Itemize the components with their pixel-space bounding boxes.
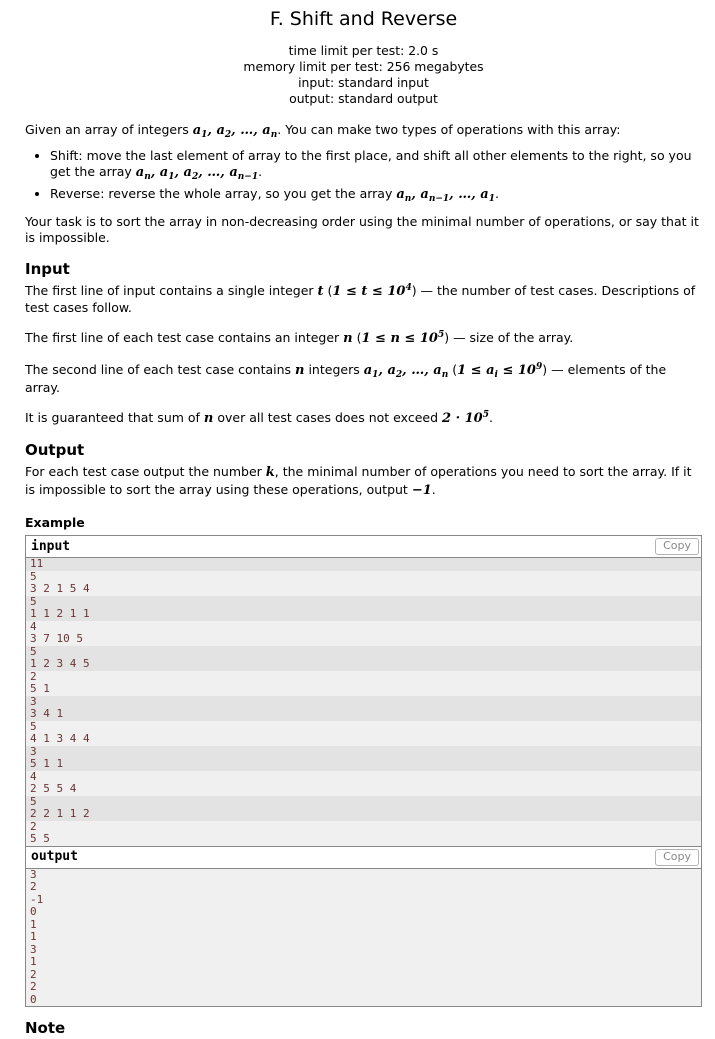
example-line: 2 2 1 1 2: [26, 808, 701, 821]
example-line: 1: [26, 919, 701, 932]
math-expression: $a_n$, $a_1$, $a_2$, …, $a_{n-1}$: [135, 165, 259, 183]
example-line: 3: [26, 869, 701, 882]
example-line: 4 1 3 4 4: [26, 733, 701, 746]
sample-test: [25, 535, 702, 1007]
math-expression: $1 \le t \le 10^4$: [332, 282, 412, 299]
math-expression: $a_1$, $a_2$, …, $a_n$: [363, 362, 449, 380]
task-paragraph: Your task is to sort the array in non-decreasing order using the minimal number of operations, or say that it is impossible.: [25, 213, 699, 245]
example-line: 5 5: [26, 833, 701, 846]
example-line: 5: [26, 596, 701, 609]
input-copy-button[interactable]: Copy: [655, 538, 699, 555]
example-line: 5: [26, 571, 701, 584]
page-title: F. Shift and Reverse: [269, 8, 458, 30]
example-line: 2 5 5 4: [26, 783, 701, 796]
example-line: 2: [26, 981, 701, 994]
input-paragraph-3: The second line of each test case contains n integers $a_1$, $a_2$, …, $a_n$ $(1 \le a_i \le 10^9)$ — elements of the array.: [25, 361, 667, 395]
math-expression: n: [295, 362, 305, 378]
example-line: -1: [26, 894, 701, 907]
example-line: 3: [26, 696, 701, 709]
problem-statement: [25, 8, 702, 1037]
input-paragraph-4: It is guaranteed that sum of n over all test cases does not exceed $2 \cdot 10^5$.: [25, 409, 493, 426]
example-line: 1 2 3 4 5: [26, 658, 701, 671]
sample-input-header: [26, 536, 701, 558]
example-line: 3: [26, 746, 701, 759]
output-copy-button[interactable]: Copy: [655, 849, 699, 866]
math-expression: $2 \cdot 10^5$: [442, 409, 489, 426]
example-line: 5 1 1: [26, 758, 701, 771]
math-expression: $a_n$, $a_{n-1}$, …, $a_1$: [396, 187, 495, 205]
problem-header: [25, 8, 702, 107]
reverse-operation-item: • Reverse: reverse the whole array, so you get the array $a_n$, $a_{n-1}$, …, $a_1$.: [50, 186, 702, 204]
example-line: 3 7 10 5: [26, 633, 701, 646]
example-line: 2: [26, 881, 701, 894]
example-line: 5: [26, 721, 701, 734]
input-paragraph-2: The first line of each test case contains an integer n $(1 \le n \le 10^5)$ — size of the array.: [25, 330, 574, 347]
input-section-title: Input: [25, 259, 70, 278]
example-line: 1: [26, 931, 701, 944]
example-line: 3: [26, 944, 701, 957]
math-expression: $1 \le a_i \le 10^9$: [457, 361, 543, 380]
operation-list: [25, 148, 702, 203]
example-line: 2: [26, 671, 701, 684]
example-line: 4: [26, 621, 701, 634]
sample-output-header: [26, 847, 701, 869]
memory-limit: memory limit per test: 256 megabytes: [243, 58, 484, 74]
math-expression: −1: [411, 482, 432, 498]
input-label: input: [31, 538, 71, 554]
example-line: 2: [26, 969, 701, 982]
math-expression: n: [203, 410, 214, 426]
time-limit: time limit per test: 2.0 s: [288, 42, 439, 58]
math-expression: $a_1$, $a_2$, …, $a_n$: [192, 122, 278, 140]
output-label: output: [31, 849, 78, 865]
example-output-data: [26, 869, 701, 1007]
example-line: 3 4 1: [26, 708, 701, 721]
example-line: 2: [26, 821, 701, 834]
example-line: 5: [26, 796, 701, 809]
example-line: 4: [26, 771, 701, 784]
output-file-spec: output: standard output: [289, 90, 438, 106]
example-line: 5 1: [26, 683, 701, 696]
statement-intro: Given an array of integers $a_1$, $a_2$, …, $a_n$. You can make two types of operations with this array:: [25, 121, 621, 140]
input-file-spec: input: standard input: [298, 74, 429, 90]
example-line: 11: [26, 558, 701, 571]
output-section-title: Output: [25, 441, 85, 460]
example-line: 0: [26, 994, 701, 1007]
math-expression: $1 \le n \le 10^5$: [361, 330, 445, 347]
example-input-data: [26, 558, 701, 847]
output-paragraph: For each test case output the number k, the minimal number of operations you need to sort the array. If it is impossible to sort the array using these operations, output −1.: [25, 464, 692, 498]
note-section-title: Note: [25, 1019, 66, 1038]
math-expression: k: [265, 465, 275, 481]
example-line: 1: [26, 956, 701, 969]
math-expression: t: [317, 283, 324, 299]
input-paragraph-1: The first line of input contains a single integer t $(1 \le t \le 10^4)$ — the number of test cases. Descriptions of test cases follow.: [25, 282, 696, 316]
shift-operation-item: • Shift: move the last element of array to the first place, and shift all other elements to the right, so you get the array $a_n$, $a_1$, $a_2$, …, $a_{n-1}$.: [50, 148, 702, 182]
example-line: 0: [26, 906, 701, 919]
math-expression: n: [343, 331, 353, 347]
example-title: Example: [25, 515, 85, 531]
example-line: 3 2 1 5 4: [26, 583, 701, 596]
example-line: 1 1 2 1 1: [26, 608, 701, 621]
example-line: 5: [26, 646, 701, 659]
